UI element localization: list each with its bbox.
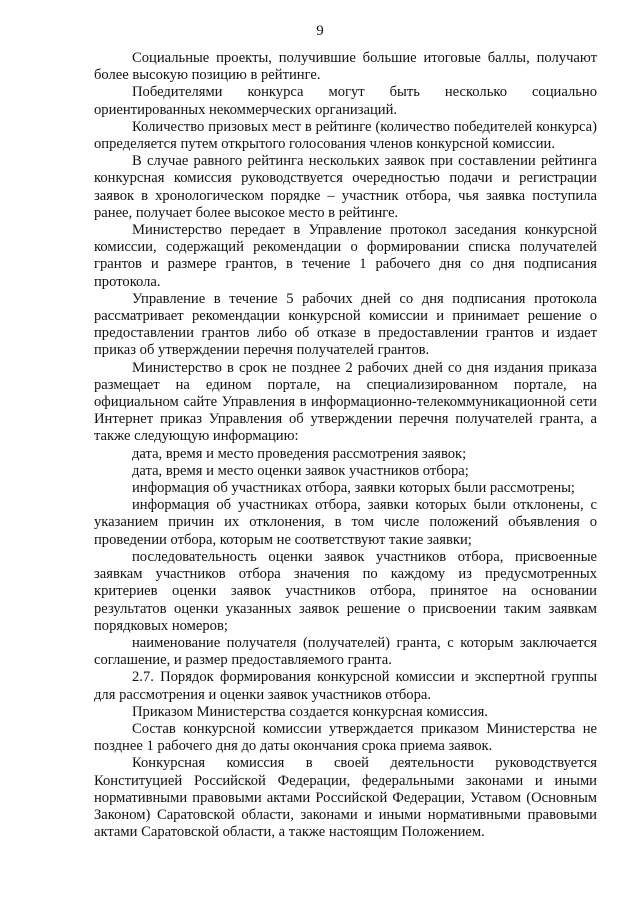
paragraph: Конкурсная комиссия в своей деятельности руководствуется Конституцией Российской Федерации, федеральными законами и иными нормативными правовыми актами Российской Федерации, Уставом (Основным Законом) Саратовской области, законами и иными нормативными правовыми актами Саратовской области, а также настоящим Положением. (94, 755, 597, 841)
paragraph: Министерство в срок не позднее 2 рабочих дней со дня издания приказа размещает на едином портале, на специализированном портале, на официальном сайте Управления в информационно-телекоммуникационной сети Интернет приказ Управления об утверждении перечня получателей гранта, а также следующую информацию: (94, 359, 597, 445)
list-item: дата, время и место проведения рассмотрения заявок; (132, 445, 467, 462)
paragraph: Социальные проекты, получившие большие итоговые баллы, получают более высокую позицию в рейтинге. (94, 50, 597, 84)
paragraph: Состав конкурсной комиссии утверждается приказом Министерства не позднее 1 рабочего дня до даты окончания срока приема заявок. (94, 720, 597, 755)
paragraph: В случае равного рейтинга нескольких заявок при составлении рейтинга конкурсная комиссия руководствуется очередностью подачи и регистрации заявок в хронологическом порядке – участник отбора, чья заявка поступила ранее, получает более высокое место в рейтинге. (94, 153, 597, 221)
section-heading: 2.7. Порядок формирования конкурсной комиссии и экспертной группы для рассмотрения и оценки заявок участников отбора. (94, 669, 597, 703)
paragraph: Приказом Министерства создается конкурсная комиссия. (132, 703, 488, 720)
paragraph: Количество призовых мест в рейтинге (количество победителей конкурса) определяется путем открытого голосования членов конкурсной комиссии. (94, 118, 597, 153)
paragraph: Победителями конкурса могут быть несколько социально ориентированных некоммерческих организаций. (94, 84, 597, 118)
page-number: 9 (316, 23, 324, 39)
paragraph: Министерство передает в Управление протокол заседания конкурсной комиссии, содержащий рекомендации о формировании списка получателей грантов и размере грантов, в течение 1 рабочего дня со дня подписания протокола. (94, 222, 597, 290)
document-body (94, 50, 597, 841)
list-item: информация об участниках отбора, заявки которых были рассмотрены; (132, 480, 575, 497)
list-item: информация об участниках отбора, заявки которых были отклонены, с указанием причин их отклонения, в том числе положений объявления о проведении отбора, которым не соответствуют такие заявки; (94, 497, 597, 548)
paragraph: Управление в течение 5 рабочих дней со дня подписания протокола рассматривает рекомендации конкурсной комиссии и принимает решение о предоставлении грантов либо об отказе в предоставлении грантов и издает приказ об утверждении перечня получателей грантов. (94, 290, 597, 359)
list-item: последовательность оценки заявок участников отбора, присвоенные заявкам участников отбора значения по каждому из предусмотренных критериев оценки заявок участников отбора, принятое на основании результатов оценки указанных заявок решение о присвоении таким заявкам порядковых номеров; (94, 548, 597, 634)
list-item: дата, время и место оценки заявок участников отбора; (132, 462, 469, 479)
list-item: наименование получателя (получателей) гранта, с которым заключается соглашение, и размер предоставляемого гранта. (94, 634, 597, 669)
